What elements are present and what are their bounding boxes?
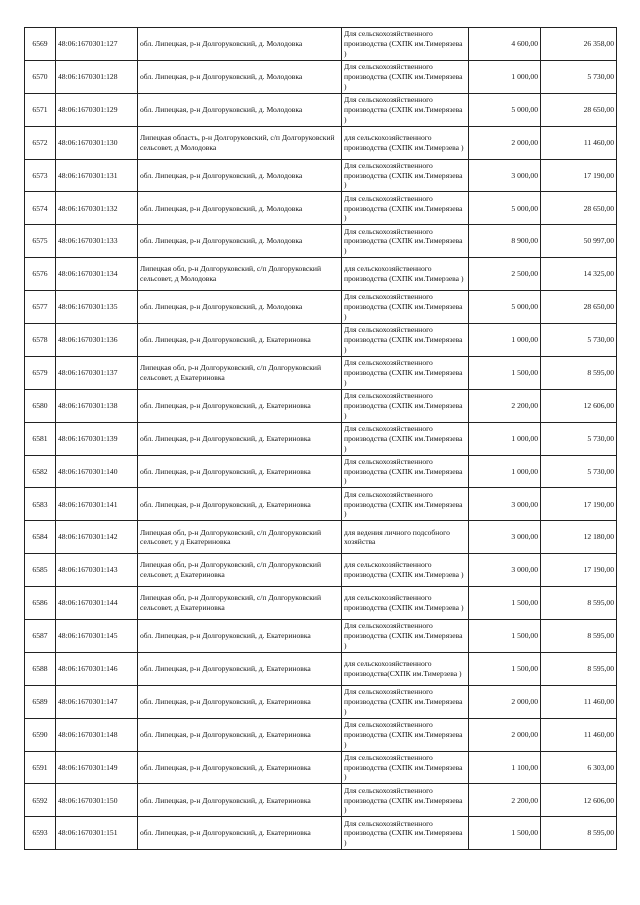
plot-area: 3 000,00 <box>469 488 541 521</box>
cadastral-value: 11 460,00 <box>541 685 617 718</box>
plot-area: 1 000,00 <box>469 60 541 93</box>
cadastral-value: 5 730,00 <box>541 455 617 488</box>
permitted-use: для сельскохозяйственного производства (СХПК им.Тимерзева ) <box>342 258 469 291</box>
cadastral-value: 14 325,00 <box>541 258 617 291</box>
table-row <box>25 521 617 554</box>
row-number: 6581 <box>25 422 56 455</box>
cadastral-number: 48:06:1670301:139 <box>56 422 138 455</box>
cadastral-value: 28 650,00 <box>541 93 617 126</box>
cadastral-value: 11 460,00 <box>541 718 617 751</box>
plot-area: 3 000,00 <box>469 521 541 554</box>
cadastral-number: 48:06:1670301:149 <box>56 751 138 784</box>
cadastral-number: 48:06:1670301:151 <box>56 817 138 850</box>
permitted-use: Для сельскохозяйственного производства (СХПК им.Тимерязева ) <box>342 324 469 357</box>
table-row <box>25 28 617 61</box>
permitted-use: Для сельскохозяйственного производства (СХПК им.Тимерязева ) <box>342 28 469 61</box>
permitted-use: Для сельскохозяйственного производства (СХПК им.Тимерязева ) <box>342 685 469 718</box>
cadastral-number: 48:06:1670301:128 <box>56 60 138 93</box>
plot-area: 1 000,00 <box>469 455 541 488</box>
permitted-use: Для сельскохозяйственного производства (СХПК им.Тимерязева ) <box>342 159 469 192</box>
permitted-use: для сельскохозяйственного производства(СХПК им.Тимерзева ) <box>342 652 469 685</box>
table-row <box>25 159 617 192</box>
table-row <box>25 291 617 324</box>
row-number: 6582 <box>25 455 56 488</box>
cadastral-number: 48:06:1670301:143 <box>56 554 138 587</box>
cadastral-number: 48:06:1670301:129 <box>56 93 138 126</box>
cadastral-value: 8 595,00 <box>541 587 617 620</box>
plot-address: обл. Липецкая, р-н Долгоруковский, д. Екатериновка <box>138 422 342 455</box>
table-body <box>25 28 617 850</box>
cadastral-value: 5 730,00 <box>541 60 617 93</box>
cadastral-number: 48:06:1670301:150 <box>56 784 138 817</box>
plot-address: обл. Липецкая, р-н Долгоруковский, д. Екатериновка <box>138 324 342 357</box>
row-number: 6583 <box>25 488 56 521</box>
cadastral-number: 48:06:1670301:146 <box>56 652 138 685</box>
permitted-use: Для сельскохозяйственного производства (СХПК им.Тимерязева ) <box>342 620 469 653</box>
cadastral-value: 26 358,00 <box>541 28 617 61</box>
table-row <box>25 620 617 653</box>
plot-address: обл. Липецкая, р-н Долгоруковский, д. Молодовка <box>138 225 342 258</box>
plot-address: обл. Липецкая, р-н Долгоруковский, д. Молодовка <box>138 60 342 93</box>
permitted-use: Для сельскохозяйственного производства (СХПК им.Тимерязева ) <box>342 718 469 751</box>
row-number: 6571 <box>25 93 56 126</box>
row-number: 6575 <box>25 225 56 258</box>
table-row <box>25 554 617 587</box>
plot-area: 1 100,00 <box>469 751 541 784</box>
cadastral-number: 48:06:1670301:142 <box>56 521 138 554</box>
row-number: 6593 <box>25 817 56 850</box>
permitted-use: для сельскохозяйственного производства (СХПК им.Тимерзева ) <box>342 554 469 587</box>
table-row <box>25 60 617 93</box>
table-row <box>25 685 617 718</box>
cadastral-number: 48:06:1670301:141 <box>56 488 138 521</box>
permitted-use: Для сельскохозяйственного производства (СХПК им.Тимерязева ) <box>342 455 469 488</box>
plot-address: обл. Липецкая, р-н Долгоруковский, д. Екатериновка <box>138 718 342 751</box>
plot-address: Липецкая обл, р-н Долгоруковский, с/п Долгоруковский сельсовет, д Екатериновка <box>138 587 342 620</box>
plot-area: 2 200,00 <box>469 784 541 817</box>
row-number: 6592 <box>25 784 56 817</box>
cadastral-value: 17 190,00 <box>541 159 617 192</box>
cadastral-number: 48:06:1670301:136 <box>56 324 138 357</box>
row-number: 6576 <box>25 258 56 291</box>
plot-address: обл. Липецкая, р-н Долгоруковский, д. Екатериновка <box>138 455 342 488</box>
permitted-use: для сельскохозяйственного производства (СХПК им.Тимерзева ) <box>342 126 469 159</box>
plot-address: обл. Липецкая, р-н Долгоруковский, д. Екатериновка <box>138 817 342 850</box>
plot-area: 2 200,00 <box>469 389 541 422</box>
cadastral-number: 48:06:1670301:132 <box>56 192 138 225</box>
cadastral-number: 48:06:1670301:138 <box>56 389 138 422</box>
permitted-use: Для сельскохозяйственного производства (СХПК им.Тимерязева ) <box>342 356 469 389</box>
plot-address: обл. Липецкая, р-н Долгоруковский, д. Екатериновка <box>138 652 342 685</box>
cadastral-number: 48:06:1670301:147 <box>56 685 138 718</box>
row-number: 6586 <box>25 587 56 620</box>
plot-address: обл. Липецкая, р-н Долгоруковский, д. Екатериновка <box>138 620 342 653</box>
plot-area: 2 000,00 <box>469 685 541 718</box>
plot-area: 2 000,00 <box>469 718 541 751</box>
plot-area: 5 000,00 <box>469 192 541 225</box>
permitted-use: Для сельскохозяйственного производства (СХПК им.Тимерязева ) <box>342 93 469 126</box>
row-number: 6590 <box>25 718 56 751</box>
plot-area: 1 000,00 <box>469 422 541 455</box>
row-number: 6587 <box>25 620 56 653</box>
permitted-use: Для сельскохозяйственного производства (СХПК им.Тимерязева ) <box>342 192 469 225</box>
plot-area: 5 000,00 <box>469 291 541 324</box>
cadastral-number: 48:06:1670301:130 <box>56 126 138 159</box>
row-number: 6584 <box>25 521 56 554</box>
plot-area: 1 500,00 <box>469 817 541 850</box>
plot-address: Липецкая обл, р-н Долгоруковский, с/п Долгоруковский сельсовет, у д Екатериновка <box>138 521 342 554</box>
row-number: 6580 <box>25 389 56 422</box>
cadastral-number: 48:06:1670301:145 <box>56 620 138 653</box>
row-number: 6578 <box>25 324 56 357</box>
row-number: 6585 <box>25 554 56 587</box>
row-number: 6588 <box>25 652 56 685</box>
table-row <box>25 751 617 784</box>
table-row <box>25 652 617 685</box>
table-row <box>25 587 617 620</box>
row-number: 6591 <box>25 751 56 784</box>
cadastral-number: 48:06:1670301:134 <box>56 258 138 291</box>
cadastral-value: 12 606,00 <box>541 784 617 817</box>
table-row <box>25 93 617 126</box>
cadastral-value: 17 190,00 <box>541 488 617 521</box>
table-row <box>25 225 617 258</box>
cadastral-value: 12 180,00 <box>541 521 617 554</box>
document-page <box>24 27 617 850</box>
cadastral-value: 8 595,00 <box>541 652 617 685</box>
plot-address: Липецкая обл, р-н Долгоруковский, с/п Долгоруковский сельсовет, д Екатериновка <box>138 356 342 389</box>
plot-address: обл. Липецкая, р-н Долгоруковский, д. Екатериновка <box>138 751 342 784</box>
table-row <box>25 455 617 488</box>
cadastral-number: 48:06:1670301:131 <box>56 159 138 192</box>
cadastral-value: 8 595,00 <box>541 620 617 653</box>
cadastral-number: 48:06:1670301:144 <box>56 587 138 620</box>
table-row <box>25 192 617 225</box>
plot-area: 2 000,00 <box>469 126 541 159</box>
cadastral-value: 6 303,00 <box>541 751 617 784</box>
permitted-use: Для сельскохозяйственного производства (СХПК им.Тимерязева ) <box>342 422 469 455</box>
plot-address: обл. Липецкая, р-н Долгоруковский, д. Молодовка <box>138 28 342 61</box>
cadastral-value: 8 595,00 <box>541 356 617 389</box>
plot-address: Липецкая обл, р-н Долгоруковский, с/п Долгоруковский сельсовет, д Екатериновка <box>138 554 342 587</box>
row-number: 6573 <box>25 159 56 192</box>
plot-address: обл. Липецкая, р-н Долгоруковский, д. Молодовка <box>138 192 342 225</box>
cadastral-number: 48:06:1670301:137 <box>56 356 138 389</box>
table-row <box>25 324 617 357</box>
row-number: 6570 <box>25 60 56 93</box>
plot-area: 1 500,00 <box>469 652 541 685</box>
row-number: 6577 <box>25 291 56 324</box>
permitted-use: для ведения личного подсобного хозяйства <box>342 521 469 554</box>
cadastral-value: 50 997,00 <box>541 225 617 258</box>
permitted-use: для сельскохозяйственного производства (СХПК им.Тимерзева ) <box>342 587 469 620</box>
plot-area: 3 000,00 <box>469 159 541 192</box>
cadastral-number: 48:06:1670301:140 <box>56 455 138 488</box>
table-row <box>25 817 617 850</box>
table-row <box>25 718 617 751</box>
cadastral-value: 28 650,00 <box>541 192 617 225</box>
plot-area: 4 600,00 <box>469 28 541 61</box>
plot-area: 1 000,00 <box>469 324 541 357</box>
row-number: 6572 <box>25 126 56 159</box>
plot-address: обл. Липецкая, р-н Долгоруковский, д. Молодовка <box>138 291 342 324</box>
plot-area: 5 000,00 <box>469 93 541 126</box>
permitted-use: Для сельскохозяйственного производства (СХПК им.Тимерязева ) <box>342 784 469 817</box>
cadastral-number: 48:06:1670301:135 <box>56 291 138 324</box>
cadastral-number: 48:06:1670301:133 <box>56 225 138 258</box>
cadastral-number: 48:06:1670301:148 <box>56 718 138 751</box>
plot-area: 1 500,00 <box>469 620 541 653</box>
cadastral-value: 11 460,00 <box>541 126 617 159</box>
row-number: 6569 <box>25 28 56 61</box>
plot-address: Липецкая область, р-н Долгоруковский, с/п Долгоруковский сельсовет, д Молодовка <box>138 126 342 159</box>
cadastral-value: 5 730,00 <box>541 422 617 455</box>
cadastral-value: 17 190,00 <box>541 554 617 587</box>
plot-area: 1 500,00 <box>469 587 541 620</box>
cadastral-value: 12 606,00 <box>541 389 617 422</box>
cadastral-value: 5 730,00 <box>541 324 617 357</box>
plot-area: 1 500,00 <box>469 356 541 389</box>
cadastral-number: 48:06:1670301:127 <box>56 28 138 61</box>
row-number: 6589 <box>25 685 56 718</box>
cadastral-value: 8 595,00 <box>541 817 617 850</box>
permitted-use: Для сельскохозяйственного производства (СХПК им.Тимерязева ) <box>342 225 469 258</box>
permitted-use: Для сельскохозяйственного производства (СХПК им.Тимерязева ) <box>342 488 469 521</box>
permitted-use: Для сельскохозяйственного производства (СХПК им.Тимерязева ) <box>342 389 469 422</box>
row-number: 6574 <box>25 192 56 225</box>
plot-address: обл. Липецкая, р-н Долгоруковский, д. Екатериновка <box>138 784 342 817</box>
table-row <box>25 422 617 455</box>
permitted-use: Для сельскохозяйственного производства (СХПК им.Тимерязева ) <box>342 60 469 93</box>
plot-area: 3 000,00 <box>469 554 541 587</box>
plot-address: обл. Липецкая, р-н Долгоруковский, д. Екатериновка <box>138 488 342 521</box>
plot-area: 2 500,00 <box>469 258 541 291</box>
permitted-use: Для сельскохозяйственного производства (СХПК им.Тимерязева ) <box>342 291 469 324</box>
plot-address: обл. Липецкая, р-н Долгоруковский, д. Екатериновка <box>138 389 342 422</box>
plot-address: обл. Липецкая, р-н Долгоруковский, д. Молодовка <box>138 93 342 126</box>
land-plot-table <box>24 27 617 850</box>
table-row <box>25 356 617 389</box>
table-row <box>25 784 617 817</box>
table-row <box>25 488 617 521</box>
plot-address: Липецкая обл, р-н Долгоруковский, с/п Долгоруковский сельсовет, д Молодовка <box>138 258 342 291</box>
table-row <box>25 258 617 291</box>
permitted-use: Для сельскохозяйственного производства (СХПК им.Тимерязева ) <box>342 817 469 850</box>
row-number: 6579 <box>25 356 56 389</box>
plot-area: 8 900,00 <box>469 225 541 258</box>
plot-address: обл. Липецкая, р-н Долгоруковский, д. Молодовка <box>138 159 342 192</box>
cadastral-value: 28 650,00 <box>541 291 617 324</box>
table-row <box>25 389 617 422</box>
table-row <box>25 126 617 159</box>
permitted-use: Для сельскохозяйственного производства (СХПК им.Тимерязева ) <box>342 751 469 784</box>
plot-address: обл. Липецкая, р-н Долгоруковский, д. Екатериновка <box>138 685 342 718</box>
